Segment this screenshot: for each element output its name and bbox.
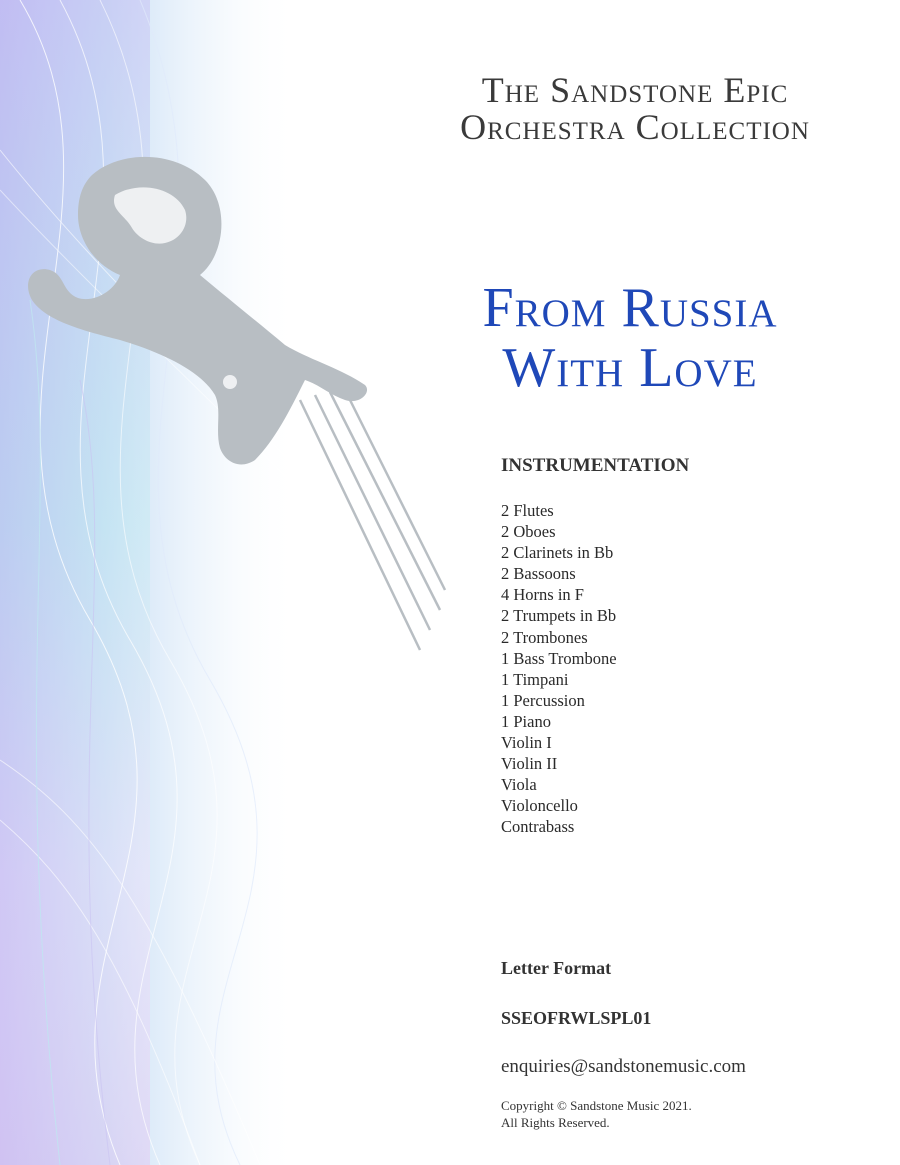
series-title-line-1: The Sandstone Epic (481, 70, 789, 110)
piece-title-line-2: With Love (502, 337, 758, 399)
copyright-notice (501, 1097, 692, 1131)
instrument-item: Violoncello (501, 796, 578, 816)
instrument-item: 1 Piano (501, 711, 551, 731)
format-label: Letter Format (501, 958, 612, 978)
instrument-item: 2 Flutes (501, 501, 554, 520)
instrumentation-heading: INSTRUMENTATION (501, 455, 690, 476)
piece-title-line-1: From Russia (482, 277, 778, 339)
copyright-line-2: All Rights Reserved. (501, 1115, 610, 1130)
instrument-item: 4 Horns in F (501, 585, 584, 605)
instrument-item: Violin II (501, 754, 558, 774)
copyright-line-1: Copyright © Sandstone Music 2021. (501, 1098, 692, 1113)
instrument-item: 2 Bassoons (501, 564, 576, 584)
piece-title (420, 278, 840, 398)
instrumentation-list (501, 500, 617, 838)
instrument-item: 1 Timpani (501, 669, 569, 689)
series-title (420, 72, 850, 146)
contact-email[interactable]: enquiries@sandstonemusic.com (501, 1056, 746, 1077)
instrument-item: Viola (501, 775, 537, 795)
violin-strings (300, 390, 445, 650)
instrument-item: 1 Bass Trombone (501, 648, 617, 668)
instrument-item: 2 Oboes (501, 522, 556, 542)
instrument-item: Violin I (501, 733, 552, 753)
instrument-item: 2 Trumpets in Bb (501, 606, 617, 626)
instrument-item: 1 Percussion (501, 690, 585, 710)
series-title-line-2: Orchestra Collection (460, 107, 810, 147)
catalog-code: SSEOFRWLSPL01 (501, 1008, 652, 1028)
instrument-item: 2 Trombones (501, 627, 588, 647)
instrument-item: 2 Clarinets in Bb (501, 543, 614, 563)
instrument-item: Contrabass (501, 817, 575, 837)
